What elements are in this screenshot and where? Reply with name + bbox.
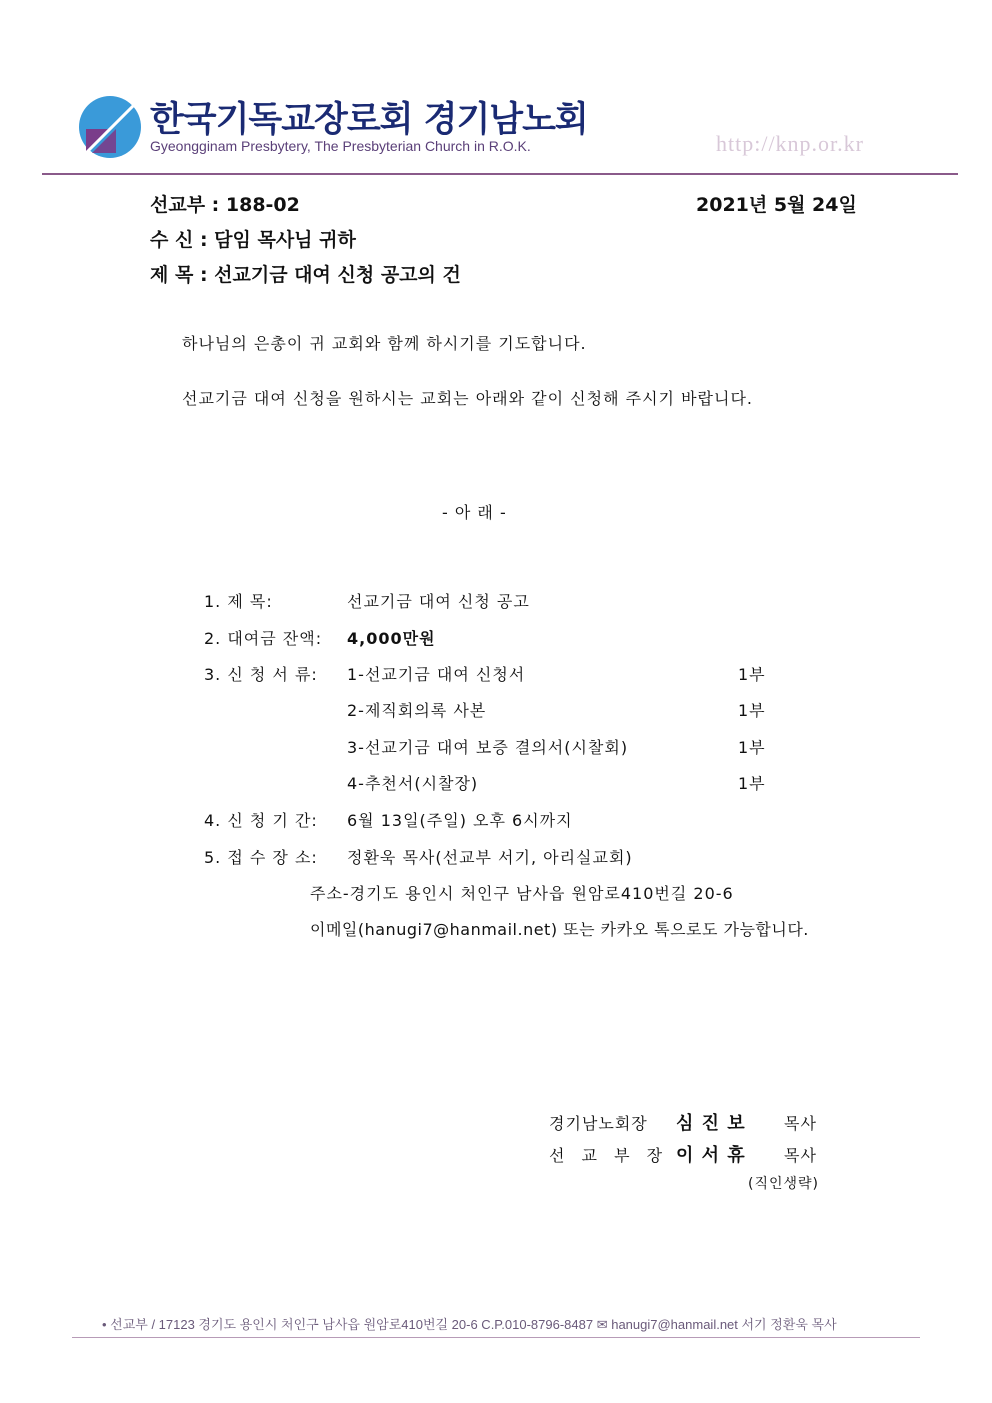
email-note: 이메일(hanugi7@hanmail.net) 또는 카카오 톡으로도 가능합니다. bbox=[310, 920, 809, 939]
sig-title-2: 선 교 부 장 bbox=[549, 1146, 669, 1165]
address: 주소-경기도 용인시 처인구 남사읍 원암로410번길 20-6 bbox=[310, 884, 734, 903]
doc-copies: 1부 bbox=[738, 665, 766, 684]
sig-role-1: 목사 bbox=[784, 1114, 817, 1133]
doc-copies: 1부 bbox=[738, 738, 766, 757]
greeting: 하나님의 은총이 귀 교회와 함께 하시기를 기도합니다. bbox=[182, 334, 587, 353]
item-place-label: 5. 접 수 장 소: bbox=[204, 848, 318, 867]
item-period-value: 6월 13일(주일) 오후 6시까지 bbox=[347, 811, 573, 830]
footer-divider bbox=[72, 1337, 920, 1338]
seal-omitted-note: (직인생략) bbox=[748, 1176, 820, 1192]
recipient: 수 신 : 담임 목사님 귀하 bbox=[150, 229, 356, 251]
doc-item: 4-추천서(시찰장) bbox=[347, 774, 479, 793]
item-balance-label: 2. 대여금 잔액: bbox=[204, 629, 323, 648]
item-title-value: 선교기금 대여 신청 공고 bbox=[347, 592, 530, 611]
footer-contact: • 선교부 / 17123 경기도 용인시 처인구 남사읍 원암로410번길 20-6 C.P.010-8796-8487 ✉ hanugi7@hanmail.net 서기 정환욱 목사 bbox=[102, 1317, 837, 1332]
sig-name-2: 이 서 휴 bbox=[676, 1145, 746, 1166]
item-title-label: 1. 제 목: bbox=[204, 592, 273, 611]
sig-name-1: 심 진 보 bbox=[676, 1113, 746, 1134]
doc-copies: 1부 bbox=[738, 774, 766, 793]
org-name-ko: 한국기독교장로회 경기남노회 bbox=[150, 100, 588, 140]
doc-number: 선교부 : 188-02 bbox=[150, 194, 300, 216]
item-place-value: 정환욱 목사(선교부 서기, 아리실교회) bbox=[347, 848, 633, 867]
doc-item: 1-선교기금 대여 신청서 bbox=[347, 665, 526, 684]
org-name-en: Gyeongginam Presbytery, The Presbyterian Church in R.O.K. bbox=[150, 138, 531, 154]
item-period-label: 4. 신 청 기 간: bbox=[204, 811, 318, 830]
sig-role-2: 목사 bbox=[784, 1146, 817, 1165]
presbytery-logo bbox=[78, 95, 142, 159]
doc-date: 2021년 5월 24일 bbox=[696, 194, 857, 216]
doc-copies: 1부 bbox=[738, 701, 766, 720]
website-link[interactable]: http://knp.or.kr bbox=[716, 131, 864, 156]
header-divider bbox=[42, 173, 958, 175]
request-text: 선교기금 대여 신청을 원하시는 교회는 아래와 같이 신청해 주시기 바랍니다. bbox=[182, 389, 753, 408]
doc-item: 3-선교기금 대여 보증 결의서(시찰회) bbox=[347, 738, 629, 757]
item-balance-value: 4,000만원 bbox=[347, 629, 436, 648]
sig-title-1: 경기남노회장 bbox=[549, 1114, 648, 1133]
doc-item: 2-제직회의록 사본 bbox=[347, 701, 487, 720]
subject: 제 목 : 선교기금 대여 신청 공고의 건 bbox=[150, 264, 461, 286]
item-docs-label: 3. 신 청 서 류: bbox=[204, 665, 318, 684]
below-marker: - 아 래 - bbox=[442, 503, 507, 522]
